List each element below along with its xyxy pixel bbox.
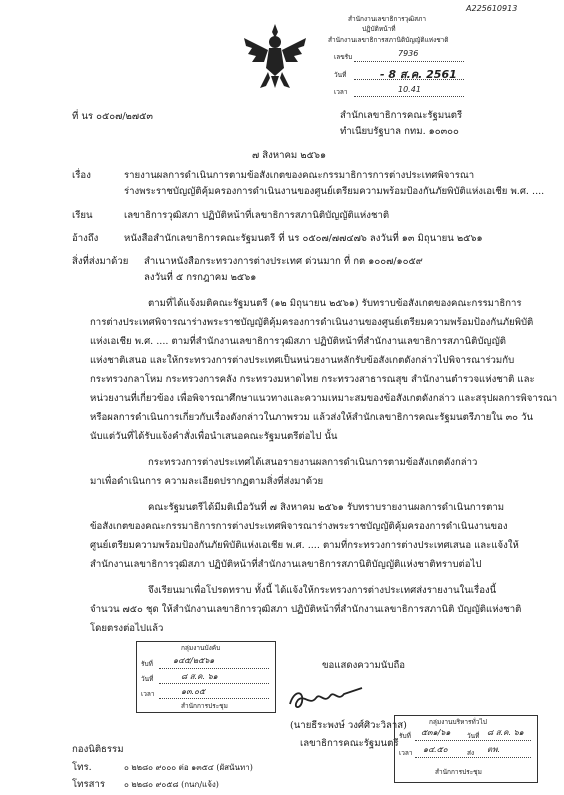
stamp-top-line1: สำนักงานเลขาธิการวุฒิสภา [348,15,427,23]
para1-line: กระทรวงกลาโหม กระทรวงการคลัง กระทรวงมหาดไทย กระทรวงสาธารณสุข สำนักงานตำรวจแห่งชาติ และ [90,374,535,385]
garuda-emblem-icon [242,22,308,92]
document-date: ๗ สิงหาคม ๒๕๖๑ [252,150,327,161]
sender-org: สำนักเลขาธิการคณะรัฐมนตรี [340,110,463,121]
reference-label: อ้างถึง [72,233,99,244]
para4-line: จำนวน ๗๕๐ ชุด ให้สำนักงานเลขาธิการวุฒิสภา ปฏิบัติหน้าที่สำนักงานเลขาธิการสภานิติ บัญญัติแห่งชาติ [90,604,522,615]
stamp-left-footer: สำนักการประชุม [181,702,228,710]
stamp-left-recv-no: ๑๔๕/๒๕๖๑ [173,656,215,665]
para1-line: การต่างประเทศพิจารณาร่างพระราชบัญญัติคุ้มครองการดำเนินงานของศูนย์เตรียมความพร้อมป้องกันภัยพิบัติ [90,317,534,328]
stamp-top-date: - 8 ส.ค. 2561 [380,68,457,81]
stamp-right-recv-no: ๕๓๑/๖๑ [421,728,451,737]
enclosure-line-2: ลงวันที่ ๕ กรกฎาคม ๒๕๖๑ [144,272,257,283]
signer-title: เลขาธิการคณะรัฐมนตรี [300,738,399,749]
para1-line: หน่วยงานที่เกี่ยวข้อง เพื่อพิจารณาศึกษาแนวทางและความเหมาะสมของข้อสังเกตดังกล่าว และสรุปผลการพิจารณา [90,393,558,404]
para1-line: หรือผลการดำเนินการเกี่ยวกับเรื่องดังกล่าวในภาพรวม แล้วส่งให้สำนักเลขาธิการคณะรัฐมนตรีภายใน ๓๐ วัน [90,412,534,423]
para1-line: นับแต่วันที่ได้รับแจ้งคำสั่งเพื่อนำเสนอคณะรัฐมนตรีต่อไป นั้น [90,431,338,442]
telephone-number: ๐ ๒๒๘๐ ๙๐๐๐ ต่อ ๑๓๕๔ (ผัสนันทา) [124,763,253,772]
to-label: เรียน [72,210,93,221]
para3-line: สำนักงานเลขาธิการวุฒิสภา ปฏิบัติหน้าที่สำนักงานเลขาธิการสภานิติบัญญัติแห่งชาติทราบต่อไป [90,559,482,570]
reference-text: หนังสือสำนักเลขาธิการคณะรัฐมนตรี ที่ นร ๐๕๐๗/๗๗๔๗๖ ลงวันที่ ๑๓ มิถุนายน ๒๕๖๑ [124,233,483,244]
stamp-right-send-label: ส่ง [467,749,475,757]
closing: ขอแสดงความนับถือ [322,660,406,671]
stamp-top-date-label: วันที่ [334,71,347,79]
stamp-right-title: กลุ่มงานบริหารทั่วไป [429,718,487,726]
stamp-right-send: ตพ. [487,745,501,754]
signer-name: (นายธีระพงษ์ วงศ์ศิวะวิลาส) [290,720,407,731]
stamp-left-recv-label: รับที่ [141,660,153,668]
stamp-left-date-label: วันที่ [141,675,154,683]
subject-line-1: รายงานผลการดำเนินการตามข้อสังเกตของคณะกรรมาธิการการต่างประเทศพิจารณา [124,170,475,181]
subject-label: เรื่อง [72,170,91,181]
enclosure-label: สิ่งที่ส่งมาด้วย [72,256,129,267]
stamp-left-time-label: เวลา [141,690,155,698]
para3-line: คณะรัฐมนตรีได้มีมติเมื่อวันที่ ๗ สิงหาคม ๒๕๖๑ รับทราบรายงานผลการดำเนินการตาม [148,502,505,513]
stamp-right-date: ๘ ส.ค. ๖๑ [487,728,524,737]
stamp-right-recv-label: รับที่ [399,732,411,740]
stamp-right-time: ๑๔.๕๐ [423,745,448,754]
telephone-label: โทร. [72,762,92,773]
para2-line: กระทรวงการต่างประเทศได้เสนอรายงานผลการดำเนินการตามข้อสังเกตดังกล่าว [148,457,478,468]
subject-line-2: ร่างพระราชบัญญัติคุ้มครองการดำเนินงานของศูนย์เตรียมความพร้อมป้องกันภัยพิบัติแห่งเอเชีย พ.ศ. .... [124,186,545,197]
para3-line: ข้อสังเกตของคณะกรรมาธิการการต่างประเทศพิจารณาร่างพระราชบัญญัติคุ้มครองการดำเนินงานของ [90,521,508,532]
sender-address: ทำเนียบรัฐบาล กทม. ๑๐๓๐๐ [340,126,459,137]
stamp-right-time-label: เวลา [399,749,413,757]
footer-department: กองนิติธรรม [72,744,124,755]
stamp-left-title: กลุ่มงานบังคับ [181,644,221,652]
receiving-stamp-left [136,641,276,713]
stamp-top-line3: สำนักงานเลขาธิการสภานิติบัญญัติแห่งชาติ [328,36,449,44]
receiving-stamp-top [328,15,488,100]
to-recipient: เลขาธิการวุฒิสภา ปฏิบัติหน้าที่เลขาธิการสภานิติบัญญัติแห่งชาติ [124,210,390,221]
document-id: A225610913 [466,4,518,13]
stamp-top-time-label: เวลา [334,88,348,96]
stamp-left-time: ๑๓.๐๕ [181,687,206,696]
stamp-right-footer: สำนักการประชุม [435,768,482,776]
fax-number: ๐ ๒๒๘๐ ๙๐๕๘ (กนก/แจ้ง) [124,780,219,789]
enclosure-line-1: สำเนาหนังสือกระทรวงการต่างประเทศ ด่วนมาก ที่ กต ๑๐๐๗/๑๐๕๙ [144,256,423,267]
para2-line: มาเพื่อดำเนินการ ความละเอียดปรากฏตามสิ่งที่ส่งมาด้วย [90,476,324,487]
para1-line: แห่งชาติเสนอ และให้กระทรวงการต่างประเทศเป็นหน่วยงานหลักรับข้อสังเกตดังกล่าวไปพิจารณาร่วมกับ [90,355,515,366]
stamp-top-line2: ปฏิบัติหน้าที่ [362,25,396,33]
stamp-right-date-label: วันที่ [467,732,480,740]
receiving-stamp-right [394,715,538,783]
stamp-top-recv-label: เลขรับ [334,53,353,61]
para1-line: แห่งเอเชีย พ.ศ. .... ตามที่สำนักงานเลขาธิการวุฒิสภา ปฏิบัติหน้าที่สำนักงานเลขาธิการสภานิติบัญญัติ [90,336,507,347]
para1-line: ตามที่ได้แจ้งมติคณะรัฐมนตรี (๑๒ มิถุนายน ๒๕๖๑) รับทราบข้อสังเกตของคณะกรรมาธิการ [148,298,522,309]
stamp-top-time: 10.41 [398,85,421,94]
signature-icon [280,678,370,718]
stamp-left-date: ๘ ส.ค. ๖๑ [181,672,218,681]
para4-line: โดยตรงต่อไปแล้ว [90,623,164,634]
para3-line: ศูนย์เตรียมความพร้อมป้องกันภัยพิบัติแห่งเอเชีย พ.ศ. .... ตามที่กระทรวงการต่างประเทศเสนอ และแจ้งให้ [90,540,519,551]
document-number: ที่ นร ๐๕๐๗/๒๗๕๓ [72,111,153,122]
stamp-top-recv-no: 7936 [398,49,419,58]
para4-line: จึงเรียนมาเพื่อโปรดทราบ ทั้งนี้ ได้แจ้งให้กระทรวงการต่างประเทศส่งรายงานในเรื่องนี้ [148,585,497,596]
fax-label: โทรสาร [72,779,106,790]
